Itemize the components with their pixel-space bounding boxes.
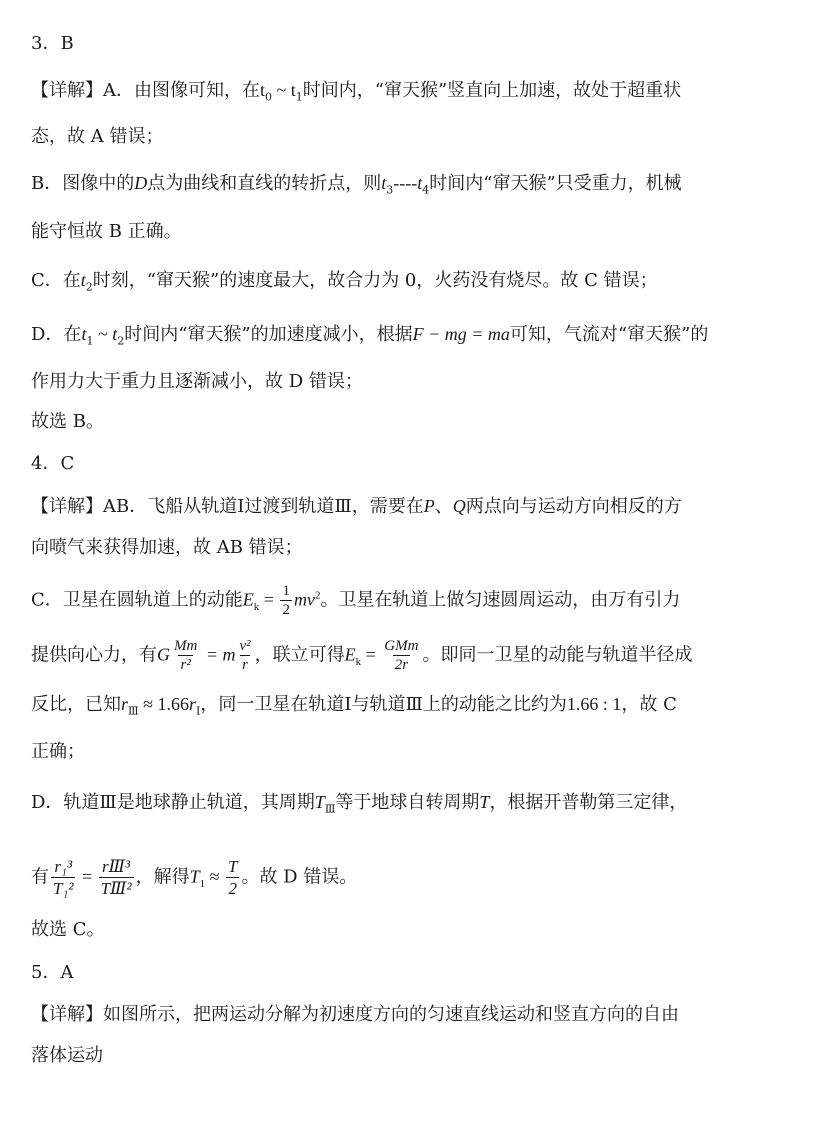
q3-label: 3．B	[31, 33, 74, 54]
q4-c3-text-mid: ，同一卫星在轨道Ⅰ与轨道Ⅲ上的动能之比约为	[200, 694, 567, 715]
q4-c1-frac-num: 1	[282, 583, 290, 599]
q4-d2-text: 有	[31, 866, 49, 888]
q3-a-t1-sub: 1	[295, 90, 303, 104]
q3-b-t4: t	[417, 173, 423, 193]
q4-c1-text: C．卫星在圆轨道上的动能	[31, 589, 243, 611]
q4-option-c-line3	[31, 692, 677, 717]
q4-c2-text-end: 。即同一卫星的动能与轨道半径成	[422, 644, 693, 666]
q4-option-c-line4: 正确；	[31, 741, 85, 762]
q4-d2-text-end: 。故 D 错误。	[241, 866, 358, 888]
q4-d1-t: T	[479, 792, 490, 812]
q4-d2-approx: ≈	[205, 866, 224, 887]
q3-d-text-end: 可知，气流对“窜天猴”的	[509, 324, 709, 345]
q4-c1-sq: 2	[314, 589, 321, 602]
q4-c2-text-mid: ，联立可得	[254, 644, 345, 666]
q4-c3-approx: ≈ 1.66	[138, 694, 190, 714]
q4-d2-f2-num: rⅢ³	[102, 857, 131, 876]
q4-c1-frac-den: 2	[282, 602, 290, 618]
q3-option-b-line2: 能守恒故 B 正确。	[31, 221, 182, 242]
q4-label: 4．C	[31, 453, 75, 474]
q3-d-text: D．在	[31, 324, 82, 345]
q3-d-t2-sub: 2	[117, 334, 125, 348]
q3-b-text-mid: 点为曲线和直线的转折点，则	[147, 173, 382, 194]
q3-option-b-line1	[31, 171, 682, 196]
q4-d2-f1-num: r₁³	[54, 857, 73, 876]
q4-d1-text-mid: 等于地球自转周期	[335, 792, 480, 813]
q4-c2-fraction-3	[382, 637, 420, 674]
q4-option-ab-line2: 向喷气来获得加速，故 AB 错误；	[31, 537, 303, 558]
q4-c2-f3-num: GMm	[384, 638, 419, 654]
q4-c2-f1-den: r²	[180, 657, 191, 673]
q3-a-text: 【详解】A．由图像可知，在	[31, 80, 260, 101]
q3-d-tilde: ~	[93, 324, 113, 344]
q3-b-text-end: 时间内“窜天猴”只受重力，机械	[429, 173, 682, 194]
q4-answer: 故选 C。	[31, 919, 105, 940]
q4-c1-mv: mv	[293, 589, 315, 610]
q3-d-t1-sub: 1	[86, 334, 94, 348]
q3-c-t2-sub: 2	[85, 280, 93, 294]
q4-c1-eq: =	[259, 589, 279, 610]
q3-answer: 故选 B。	[31, 411, 104, 432]
q4-c1-e: E	[242, 589, 254, 610]
q3-d-t2: t	[112, 324, 118, 344]
q4-c2-e: E	[344, 644, 356, 665]
q4-ab-text: 【详解】AB．飞船从轨道Ⅰ过渡到轨道Ⅲ，需要在	[31, 496, 424, 517]
q4-c3-r3: r	[121, 694, 129, 714]
q4-c3-text-end: ，故 C	[621, 694, 677, 715]
q4-ab-point-p: P	[423, 496, 435, 516]
q3-a-t0: t	[260, 80, 266, 100]
q3-option-c	[31, 268, 658, 293]
q5-line2: 落体运动	[31, 1045, 103, 1066]
q3-d-equation: F − mg = ma	[412, 324, 510, 344]
q4-c2-f1-num: Mm	[174, 638, 198, 654]
q4-c1-e-sub: k	[253, 601, 260, 614]
q4-c3-r1: r	[189, 694, 197, 714]
q3-c-t2: t	[80, 270, 86, 290]
q4-c2-f2-num: v²	[239, 638, 251, 654]
q3-option-d-line2: 作用力大于重力且逐渐减小，故 D 错误；	[31, 371, 363, 392]
q3-b-text: B．图像中的	[31, 173, 135, 194]
q4-c3-ratio: 1.66 : 1	[566, 694, 622, 714]
q4-d2-fraction-2	[99, 856, 134, 899]
q4-d1-text: D．轨道Ⅲ是地球静止轨道，其周期	[31, 792, 315, 813]
q4-d2-f3-den: 2	[228, 879, 237, 898]
q3-c-text: C．在	[31, 270, 81, 291]
q3-a-text-end: 时间内，“窜天猴”竖直向上加速，故处于超重状	[302, 80, 682, 101]
q4-c2-e-sub: k	[355, 656, 362, 669]
q4-c2-eq1: = m	[201, 644, 236, 665]
q4-c1-fraction	[280, 582, 292, 619]
q4-d2-fraction-3	[226, 856, 239, 899]
q4-option-c-line2	[31, 637, 692, 674]
q4-c3-r1-sub: Ⅰ	[196, 705, 201, 718]
q4-option-ab-line1	[31, 494, 682, 519]
q3-a-t1: t	[290, 80, 296, 100]
q4-d2-text-mid: ，解得	[135, 866, 190, 888]
q5-line1: 【详解】如图所示，把两运动分解为初速度方向的匀速直线运动和竖直方向的自由	[31, 1004, 679, 1025]
q3-c-text-end: 时刻，“窜天猴”的速度最大，故合力为 0，火药没有烧尽。故 C 错误；	[92, 270, 658, 291]
q3-a-t0-sub: 0	[265, 90, 273, 104]
q4-d1-t3-sub: Ⅲ	[324, 803, 336, 816]
q4-c2-fraction-2	[237, 637, 252, 674]
q4-c2-eq2: =	[361, 644, 381, 665]
q4-c2-text: 提供向心力，有	[31, 644, 157, 666]
q3-b-t4-sub: 4	[422, 183, 430, 197]
q3-d-text-mid: 时间内“窜天猴”的加速度减小，根据	[124, 324, 413, 345]
q3-option-a-line1	[31, 78, 681, 103]
q3-d-t1: t	[81, 324, 87, 344]
q4-d1-text-end: ，根据开普勒第三定律，	[489, 792, 688, 813]
q4-c2-f3-den: 2r	[394, 657, 409, 673]
q4-ab-text-end: 两点向与运动方向相反的方	[465, 496, 682, 517]
q3-a-tilde: ~	[272, 80, 291, 100]
q4-c1-text-end: 。卫星在轨道上做匀速圆周运动，由万有引力	[320, 589, 681, 611]
q4-c3-r3-sub: Ⅲ	[128, 705, 139, 718]
q4-d2-f3-num: T	[227, 857, 238, 876]
q4-option-d-line1	[31, 790, 687, 815]
q3-b-dash: ----	[393, 173, 418, 193]
q4-d2-t1: T	[189, 866, 200, 887]
q4-d2-f2-den: TⅢ²	[100, 879, 132, 898]
q4-d2-fraction-1	[51, 856, 75, 899]
q3-b-t3-sub: 3	[386, 183, 394, 197]
q5-label: 5．A	[31, 962, 74, 983]
q4-ab-sep: 、	[434, 496, 453, 517]
q4-d1-t3: T	[314, 792, 325, 812]
q4-c2-g: G	[157, 644, 170, 665]
q4-c2-f2-den: r	[242, 657, 248, 673]
q3-b-point-d: D	[134, 173, 148, 193]
q4-c3-text: 反比，已知	[31, 694, 121, 715]
q3-option-d-line1	[31, 322, 708, 347]
q4-d2-t1-sub: 1	[199, 878, 206, 891]
q3-option-a-line2: 态，故 A 错误；	[31, 126, 164, 147]
q3-b-t3: t	[381, 173, 387, 193]
q4-option-c-line1	[31, 582, 680, 619]
q4-ab-point-q: Q	[452, 496, 466, 516]
q4-d2-f1-den: T₁²	[53, 879, 74, 898]
q4-c2-fraction-1	[172, 637, 199, 674]
q4-d2-eq: =	[77, 866, 97, 887]
q4-option-d-line2	[31, 856, 357, 899]
